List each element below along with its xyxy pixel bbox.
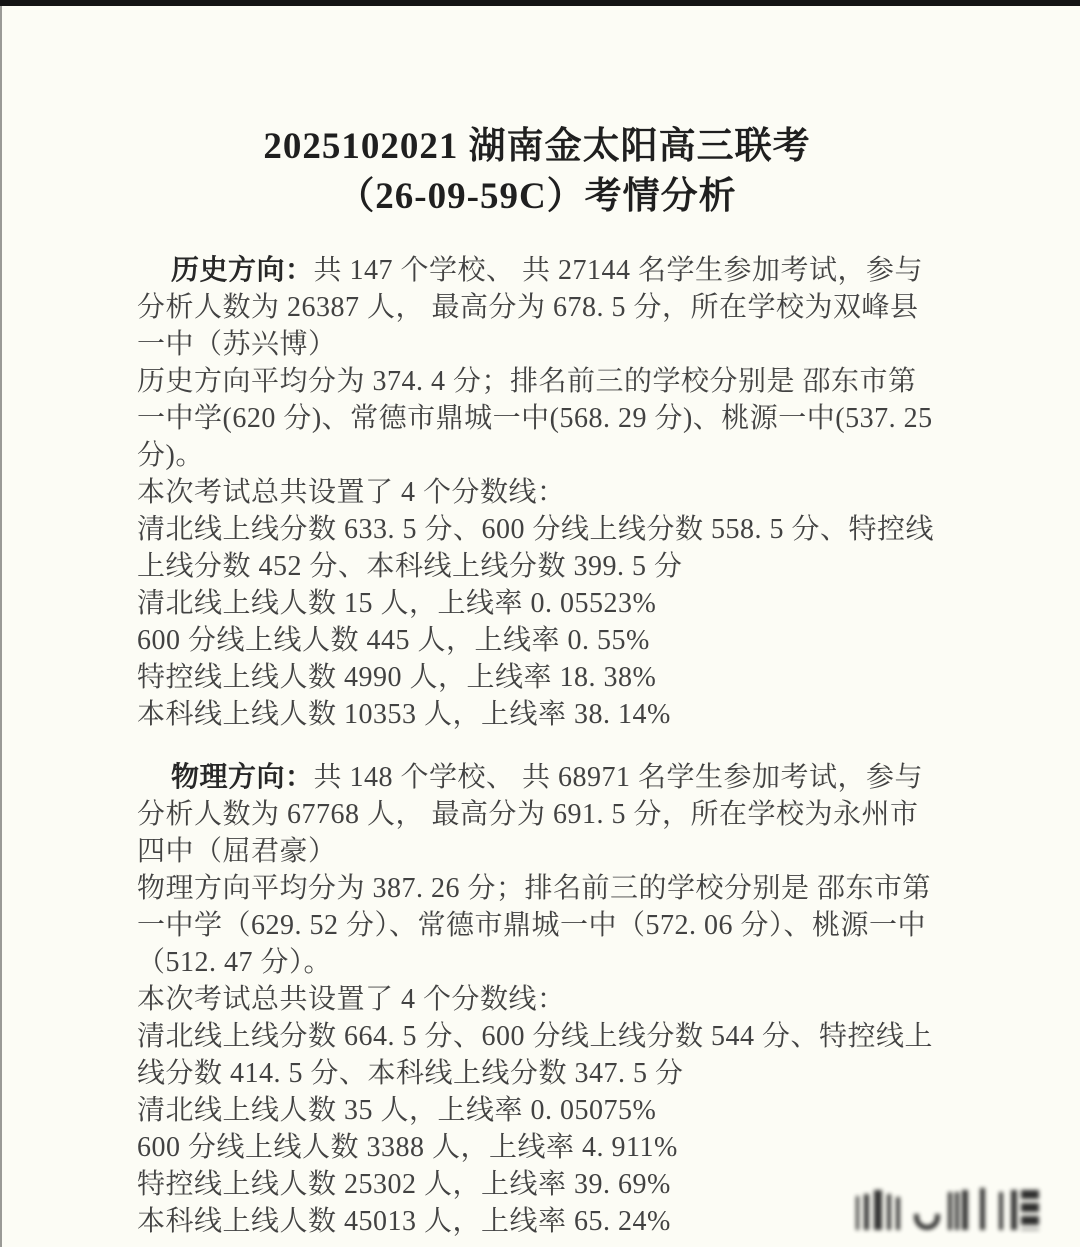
watermark-mark [874,1190,882,1230]
history-line: 一中学(620 分)、常德市鼎城一中(568. 29 分)、桃源一中(537. 25 [137,403,933,434]
history-section [137,252,937,733]
history-line: 清北线上线人数 15 人，上线率 0. 05523% [137,588,657,619]
history-line: 上线分数 452 分、本科线上线分数 399. 5 分 [137,551,683,582]
physics-line: 600 分线上线人数 3388 人，上线率 4. 911% [137,1132,678,1163]
history-line: 特控线上线人数 4990 人，上线率 18. 38% [137,662,657,693]
physics-line: （512. 47 分）。 [137,947,333,978]
physics-line: 线分数 414. 5 分、本科线上线分数 347. 5 分 [137,1058,684,1089]
physics-intro-line [137,759,937,796]
history-intro-rest: 共 147 个学校、 共 27144 名学生参加考试，参与 [313,255,924,286]
watermark-mark [980,1188,985,1230]
physics-line: 本次考试总共设置了 4 个分数线： [137,984,566,1015]
history-line: 历史方向平均分为 374. 4 分；排名前三的学校分别是 邵东市第 [137,366,917,397]
watermark-mark [887,1194,891,1230]
title-line-2: （26-09-59C）考情分析 [337,176,737,217]
watermark-mark [948,1192,952,1230]
history-line: 本科线上线人数 10353 人，上线率 38. 14% [137,699,671,730]
physics-line: 清北线上线人数 35 人，上线率 0. 05075% [137,1095,657,1126]
watermark-mark [955,1192,959,1230]
watermark-mark [914,1214,940,1230]
watermark-mark [856,1196,859,1230]
physics-section [137,759,937,1240]
document-content [137,122,937,1240]
physics-line: 物理方向平均分为 387. 26 分；排名前三的学校分别是 邵东市第 [137,873,932,904]
title-line-1: 2025102021 湖南金太阳高三联考 [263,126,811,167]
history-line: 本次考试总共设置了 4 个分数线： [137,477,566,508]
physics-line: 分析人数为 67768 人， 最高分为 691. 5 分，所在学校为永州市 [137,799,919,830]
watermark-mark [864,1194,869,1230]
history-heading: 历史方向： [171,255,314,286]
history-line: 分析人数为 26387 人， 最高分为 678. 5 分，所在学校为双峰县 [137,292,919,323]
document-title [137,122,937,222]
watermark-mark [962,1190,968,1230]
blurred-watermark [856,1186,1048,1230]
watermark-mark [999,1192,1003,1230]
history-intro-line [137,252,937,289]
physics-line: 四中（屈君豪） [137,836,337,867]
physics-line: 一中学（629. 52 分）、常德市鼎城一中（572. 06 分）、桃源一中 [137,910,927,941]
physics-line: 清北线上线分数 664. 5 分、600 分线上线分数 544 分、特控线上 [137,1021,934,1052]
watermark-mark [896,1197,900,1230]
physics-line: 本科线上线人数 45013 人，上线率 65. 24% [137,1206,671,1237]
document-body [137,252,937,1240]
top-border-bar [0,0,1080,6]
history-line: 清北线上线分数 633. 5 分、600 分线上线分数 558. 5 分、特控线 [137,514,935,545]
history-line: 600 分线上线人数 445 人，上线率 0. 55% [137,625,650,656]
history-line: 分)。 [137,440,204,471]
watermark-mark [1011,1190,1017,1230]
physics-intro-rest: 共 148 个学校、 共 68971 名学生参加考试，参与 [313,762,924,793]
watermark-mark [1021,1190,1039,1230]
physics-line: 特控线上线人数 25302 人，上线率 39. 69% [137,1169,671,1200]
physics-heading: 物理方向： [171,762,314,793]
left-scan-edge-line [0,6,2,1247]
history-line: 一中（苏兴博） [137,329,337,360]
